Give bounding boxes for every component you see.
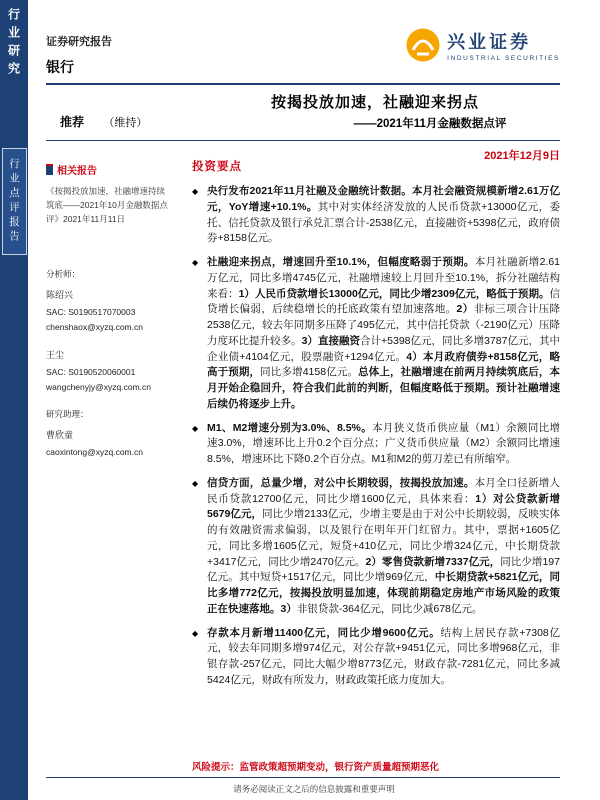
bullet-marker-icon: ◆ bbox=[192, 478, 199, 488]
footer-disclaimer: 请务必阅读正文之后的信息披露和重要声明 bbox=[233, 784, 395, 794]
bullet-text-bold: 存款本月新增11400亿元，同比少增9600亿元。 bbox=[207, 626, 441, 639]
analyst-heading: 分析师： bbox=[46, 269, 81, 280]
bullet-text: 非银贷款-364亿元，同比少减678亿元。 bbox=[296, 602, 483, 615]
title-divider bbox=[46, 140, 560, 141]
assistant-email: caoxintong@xyzq.com.cn bbox=[46, 447, 143, 458]
bullet-text: 非标三项合计压降2538亿元，较去年同期多压降了495亿元，其中信托贷款（-2190亿元）压降力度环比提升较多。 bbox=[207, 303, 560, 347]
rating-label: 推荐 bbox=[60, 115, 85, 129]
page-title: 按揭投放加速，社融迎来拐点 bbox=[270, 94, 479, 111]
bullet-text-bold: 4）本月政府债券+8158亿元，略高于预期， bbox=[207, 350, 560, 379]
bullet-item bbox=[192, 184, 560, 247]
bullet-text-bold: 2）零售贷款新增7337亿元， bbox=[365, 555, 501, 568]
bullet-text: 同比多增4158亿元。 bbox=[260, 366, 359, 379]
assistant-card bbox=[46, 428, 172, 457]
investment-summary-heading: 投资要点 bbox=[192, 161, 242, 173]
bullet-item bbox=[192, 421, 560, 468]
bullet-text-bold: 3）直接融资 bbox=[301, 334, 360, 347]
assistant-heading: 研究助理： bbox=[46, 409, 89, 420]
related-report-item: 《按揭投放加速，社融增速持续筑底——2021年10月金融数据点评》2021年11月11日 bbox=[46, 186, 168, 225]
bullet-text: 信贷增长偏弱，后续稳增长的托底政策有望加速落地。 bbox=[207, 287, 560, 316]
analyst-card bbox=[46, 288, 172, 332]
left-info-column bbox=[46, 162, 172, 473]
risk-warning: 风险提示：监管政策超预期变动，银行资产质量超预期恶化 bbox=[192, 762, 440, 773]
brand-name: 兴业证券 bbox=[447, 32, 532, 53]
bullet-text-bold: M1、M2增速分别为3.0%、8.5%。 bbox=[207, 421, 373, 434]
strip-box-report-type bbox=[2, 148, 27, 255]
analyst-sac-number: SAC: S0190520060001 bbox=[46, 367, 136, 378]
analyst-sac-number: SAC: S0190517070003 bbox=[46, 307, 136, 318]
bullet-text: 结构上居民存款+7308亿元，较去年同期多增974亿元，对公存款+9451亿元，同比多增968亿元，非银存款-257亿元，同比大幅少增8773亿元，财政存款-7281亿元，同比多减5424亿元，财政有所发力，财政政策托底力度加大。 bbox=[207, 626, 560, 686]
bullet-item bbox=[192, 476, 560, 618]
related-reports-heading bbox=[46, 162, 172, 177]
bullet-text-bold: 总体上，社融增速在前两月持续筑底后，本月开始企稳回升，符合我们此前的判断，但幅度略低于预期。预计社融增速后续仍将逐步上升。 bbox=[207, 366, 560, 410]
rating-status: （维持） bbox=[103, 117, 148, 129]
bullet-marker-icon: ◆ bbox=[192, 423, 199, 433]
strip-label-industry-research: 行业研究 bbox=[6, 8, 21, 80]
header-divider bbox=[46, 83, 560, 85]
related-reports-label: 相关报告 bbox=[57, 166, 97, 177]
bullet-text: 其中对实体经济发放的人民币贷款+13000亿元，委托、信托贷款及银行承兑汇票合计-2538亿元，直接融资+5398亿元，政府债券+8158亿元。 bbox=[207, 200, 560, 245]
bullet-text-bold: 社融迎来拐点，增速回升至10.1%，但幅度略弱于预期。 bbox=[207, 256, 475, 268]
bullet-text: 同比少增197亿元。其中短贷+1517亿元，同比少增969亿元， bbox=[207, 555, 560, 584]
footer-divider bbox=[46, 777, 560, 778]
analyst-email: wangchenyjy@xyzq.com.cn bbox=[46, 382, 152, 393]
bullet-text-bold: 中长期贷款+5821亿元，同比多增772亿元，按揭投放明显加速，体现前期稳定房地产市场风险的政策正在快速落地。 bbox=[207, 571, 560, 615]
bullet-text: 本月狭义货币供应量（M1）余额同比增速3.0%，增速环比上升0.2个百分点；广义货币供应量（M2）余额同比增速8.5%，增速环比下降0.2个百分点。M1和M2的剪刀差已有所缩窄。 bbox=[207, 421, 560, 465]
bullet-text: 本月社融新增2.61万亿元，同比多增4745亿元，社融增速较上月回升至10.1%，拆分社融结构来看： bbox=[207, 256, 560, 300]
bullet-marker-icon: ◆ bbox=[192, 628, 199, 638]
bullet-text: 同比少增2133亿元，少增主要是由于对公中长期较弱，反映实体的有效融资需求偏弱，以及银行在明年开门红留力。其中，票据+1605亿元，同比多增1605亿元，短贷+410亿元，同比少增324亿元，中长期贷款+3417亿元，同比少增2470亿元。 bbox=[207, 508, 560, 568]
brand-logo-icon bbox=[406, 28, 440, 67]
bullet-text: 本月全口径新增人民币贷款12700亿元，同比少增1600亿元，具体来看： bbox=[207, 476, 560, 505]
main-content-column bbox=[192, 158, 560, 750]
bullet-text-bold: 1）对公贷款新增5679亿元， bbox=[207, 492, 560, 521]
brand-logo bbox=[406, 28, 560, 67]
bullet-text-bold: 信贷方面，总量少增，对公中长期较弱，按揭投放加速。 bbox=[207, 476, 475, 489]
report-type-label: 证券研究报告 bbox=[46, 36, 112, 48]
industry-label: 银行 bbox=[46, 59, 74, 75]
bullet-text-bold: 1）人民币贷款增长13000亿元，同比少增2309亿元，略低于预期。 bbox=[238, 287, 550, 300]
bullet-text: 合计+5398亿元，同比多增3787亿元，其中企业债+4104亿元，股票融资+1294亿元。 bbox=[207, 334, 560, 363]
assistant-name: 曹欣童 bbox=[46, 430, 74, 441]
brand-subtitle: INDUSTRIAL SECURITIES bbox=[447, 54, 560, 62]
rating-block bbox=[60, 113, 147, 130]
report-date: 2021年12月9日 bbox=[484, 150, 560, 162]
bullet-marker-icon: ◆ bbox=[192, 258, 199, 267]
page-subtitle: ——2021年11月金融数据点评 bbox=[353, 118, 507, 130]
strip-label-report-type: 行业点评报告 bbox=[8, 158, 20, 245]
analyst-name: 王尘 bbox=[46, 350, 65, 361]
analyst-name: 陈绍兴 bbox=[46, 290, 74, 301]
bullet-item bbox=[192, 255, 560, 413]
bullet-list bbox=[192, 184, 560, 689]
bullet-text-bold: 央行发布2021年11月社融及金融统计数据。本月社会融资规模新增2.61万亿元，YoY增速+10.1%。 bbox=[207, 185, 560, 213]
bullet-text-bold: 3） bbox=[280, 602, 297, 615]
analyst-card bbox=[46, 348, 172, 392]
document-icon bbox=[46, 164, 53, 175]
analyst-email: chenshaox@xyzq.com.cn bbox=[46, 322, 143, 333]
bullet-text-bold: 2） bbox=[456, 303, 474, 316]
side-strip bbox=[0, 0, 28, 800]
bullet-item bbox=[192, 626, 560, 689]
bullet-marker-icon: ◆ bbox=[192, 187, 199, 196]
